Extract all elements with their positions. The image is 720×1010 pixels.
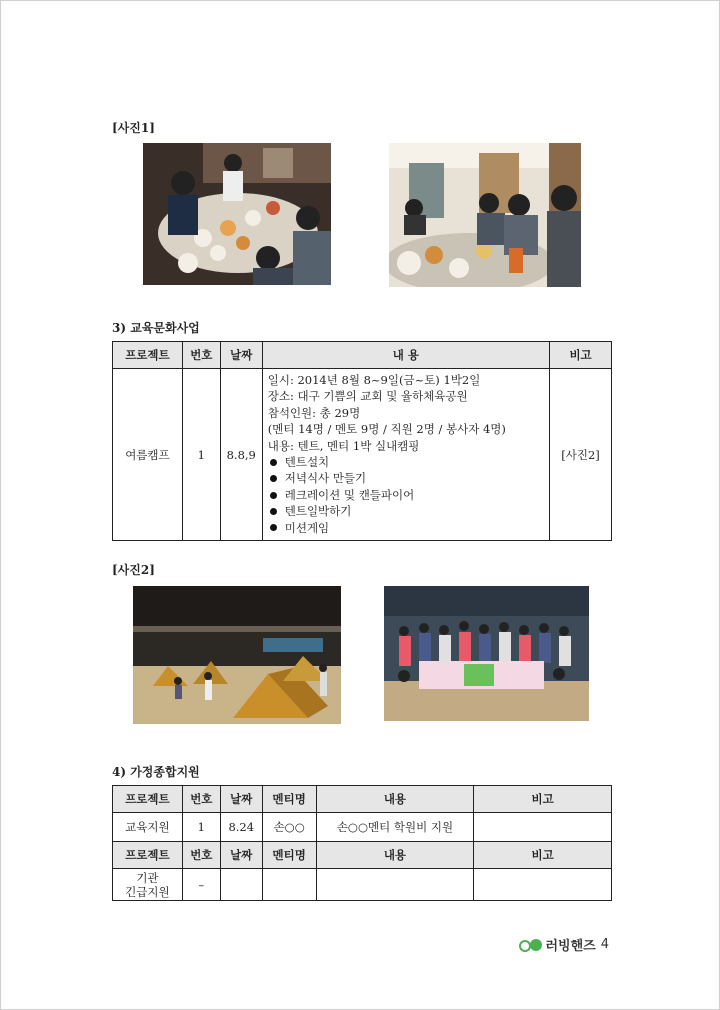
photo-group-banner	[384, 586, 589, 721]
content-line: 일시: 2014년 8월 8~9일(금~토) 1박2일	[267, 373, 481, 387]
header-number: 번호	[182, 342, 220, 369]
content-line: 참석인원: 총 29명	[267, 405, 361, 420]
family-support-table	[112, 785, 612, 901]
cell-project: 여름캠프	[113, 369, 183, 541]
section4-heading: 4) 가정종합지원	[112, 765, 200, 779]
content-line: 장소: 대구 기쁨의 교회 및 율하체육공원	[267, 389, 468, 404]
header-date: 날짜	[220, 842, 262, 869]
header-date: 날짜	[220, 786, 262, 813]
header-project: 프로젝트	[113, 786, 183, 813]
bullet-dot-icon	[270, 524, 277, 531]
header-date: 날짜	[220, 342, 262, 369]
bullet-item: 텐트설치	[268, 454, 544, 470]
header-note: 비고	[474, 842, 612, 869]
table-header-row	[113, 342, 612, 369]
cell-project: 교육지원	[113, 813, 183, 842]
photo-indoor-tents	[133, 586, 341, 724]
bullet-item: 레크레이션 및 캔들파이어	[268, 487, 544, 503]
bullet-item: 텐트일박하기	[268, 503, 544, 519]
cell-date: 8.8,9	[220, 369, 262, 541]
cell-content	[316, 869, 474, 901]
table-row	[113, 869, 612, 901]
header-note: 비고	[474, 786, 612, 813]
section3-heading: 3) 교육문화사업	[112, 321, 200, 335]
bullet-dot-icon	[270, 459, 277, 466]
header-mentee: 멘티명	[262, 786, 316, 813]
header-project: 프로젝트	[113, 842, 183, 869]
table-row	[113, 813, 612, 842]
bullet-dot-icon	[270, 475, 277, 482]
photo2-label: [사진2]	[112, 563, 155, 577]
footer	[519, 935, 609, 954]
photo-dinner-table-1	[143, 143, 331, 285]
page-number: 4	[600, 937, 609, 952]
header-note: 비고	[550, 342, 612, 369]
content-line: (멘티 14명 / 멘토 9명 / 직원 2명 / 봉사자 4명)	[267, 422, 506, 437]
bullet-dot-icon	[270, 508, 277, 515]
heart-logo-icon	[519, 937, 545, 953]
cell-content: 손○○멘티 학원비 지원	[316, 813, 474, 842]
cell-content	[262, 369, 549, 541]
header-content: 내 용	[262, 342, 549, 369]
header-content: 내용	[316, 842, 474, 869]
content-line: 내용: 텐트, 멘티 1박 실내캠핑	[267, 438, 420, 453]
cell-note	[474, 869, 612, 901]
bullet-dot-icon	[270, 492, 277, 499]
photo1-label: [사진1]	[112, 121, 155, 135]
bullet-item: 미션게임	[268, 520, 544, 536]
education-culture-table	[112, 341, 612, 541]
cell-note: [사진2]	[550, 369, 612, 541]
cell-note	[474, 813, 612, 842]
table-header-row	[113, 786, 612, 813]
header-content: 내용	[316, 786, 474, 813]
photo-dinner-table-2	[389, 143, 581, 287]
cell-mentee	[262, 869, 316, 901]
cell-project: 기관 긴급지원	[113, 869, 183, 901]
table-row	[113, 369, 612, 541]
cell-number: –	[182, 869, 220, 901]
cell-number: 1	[182, 813, 220, 842]
header-mentee: 멘티명	[262, 842, 316, 869]
brand-name: 러빙핸즈	[545, 939, 596, 954]
header-number: 번호	[182, 842, 220, 869]
cell-mentee: 손○○	[262, 813, 316, 842]
header-project: 프로젝트	[113, 342, 183, 369]
table-header-row	[113, 842, 612, 869]
cell-number: 1	[182, 369, 220, 541]
header-number: 번호	[182, 786, 220, 813]
bullet-item: 저녁식사 만들기	[268, 470, 544, 486]
cell-date: 8.24	[220, 813, 262, 842]
cell-date	[220, 869, 262, 901]
